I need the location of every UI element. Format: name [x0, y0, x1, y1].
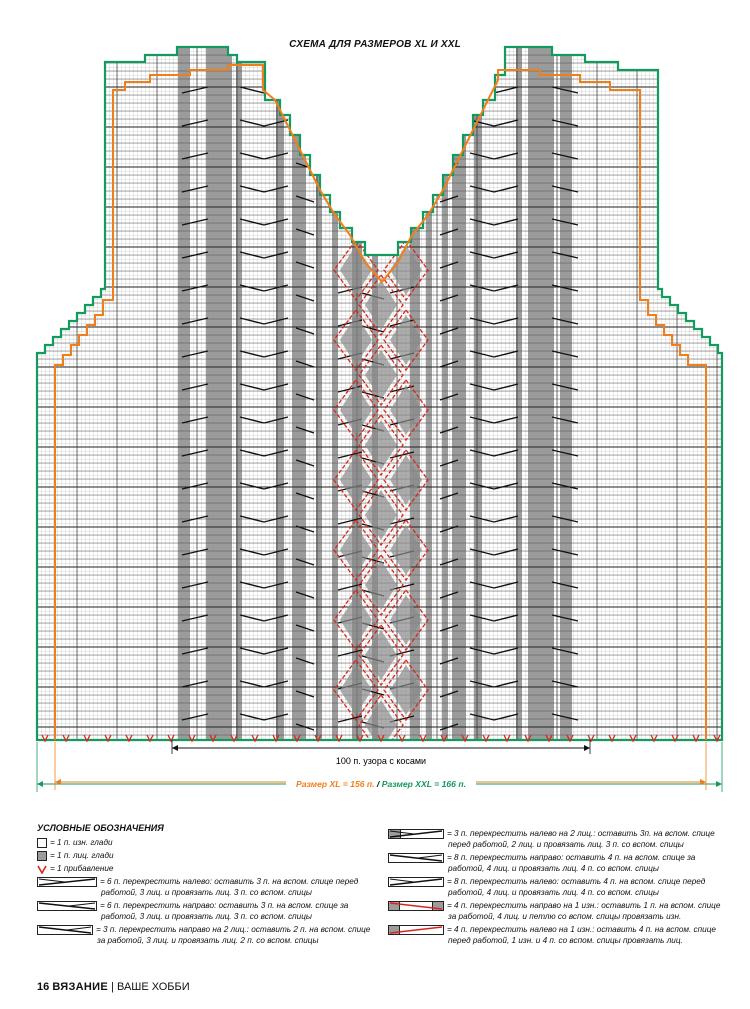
legend-title: УСЛОВНЫЕ ОБОЗНАЧЕНИЯ: [37, 823, 164, 833]
legend-item: = 6 п. перекрестить направо: оставить 3 п. на вспом. спице за работой, 3 лиц. и провязать лиц. 3 п. со вспом. спицы: [37, 900, 377, 922]
cross-red-left-icon: [388, 925, 444, 935]
footer-separator: |: [108, 981, 117, 993]
size-separator: /: [374, 779, 382, 789]
page-footer: [37, 981, 190, 993]
cable-width-label: 100 п. узора с косами: [335, 756, 427, 766]
chart-title: СХЕМА ДЛЯ РАЗМЕРОВ XL И XXL: [289, 39, 461, 50]
cross-5-left-icon: [388, 829, 444, 839]
cross-8-right-icon: [388, 853, 444, 863]
legend-item: = 4 п. перекрестить направо на 1 изн.: оставить 1 п. на вспом. спице за работой, 4 лиц. и петлю со вспом. спицы провязать изн.: [388, 900, 728, 922]
page-number: 16: [37, 981, 50, 993]
legend-left-column: [37, 837, 377, 948]
cross-red-right-icon: [388, 901, 444, 911]
size-xl-label: Размер XL = 156 п.: [296, 779, 375, 789]
size-xxl-label: Размер XXL = 166 п.: [381, 779, 466, 789]
cross-6-left-icon: [37, 877, 97, 887]
legend-item: = 1 п. изн. глади: [37, 837, 377, 848]
legend-item: = 3 п. перекрестить направо на 2 лиц.: оставить 2 п. на вспом. спице за работой, 3 лиц. и провязать лиц. 2 п. со вспом. спицы: [37, 924, 377, 946]
magazine-name: ВЯЗАНИЕ: [52, 981, 109, 993]
v-increase-icon: [37, 864, 47, 874]
legend-item: = 4 п. перекрестить налево на 1 изн.: оставить 4 п. на вспом. спице перед работой, 1 изн. и 4 п. со вспом. спицы провязать лиц.: [388, 924, 728, 946]
chart-body: [30, 40, 730, 755]
legend-item: = 8 п. перекрестить направо: оставить 4 п. на вспом. спице за работой, 4 лиц. и провязать лиц. 4 п. со вспом. спицы: [388, 852, 728, 874]
legend-item: = 6 п. перекрестить налево: оставить 3 п. на вспом. спице перед работой, 3 лиц. и провязать лиц. 3 п. со вспом. спицы: [37, 876, 377, 898]
legend-item: = 1 п. лиц. глади: [37, 850, 377, 861]
cross-5-right-icon: [37, 925, 93, 935]
cross-6-right-icon: [37, 901, 97, 911]
section-name: ВАШЕ ХОББИ: [117, 981, 190, 993]
legend-item: = 3 п. перекрестить налево на 2 лиц.: оставить 3п. на вспом. спице перед работой, 2 лиц. и провязать лиц. 3 п. со вспом. спицы: [388, 828, 728, 850]
svg-text:Размер XL = 156 п. / Размер XX: [296, 779, 466, 789]
cross-8-left-icon: [388, 877, 444, 887]
gray-square-icon: [37, 851, 47, 861]
legend-right-column: [388, 828, 728, 948]
legend-item: = 1 прибавление: [37, 863, 377, 874]
legend-item: = 8 п. перекрестить налево: оставить 4 п. на вспом. спице перед работой, 4 лиц. и провязать лиц. 4 п. со вспом. спицы: [388, 876, 728, 898]
empty-square-icon: [37, 838, 47, 848]
